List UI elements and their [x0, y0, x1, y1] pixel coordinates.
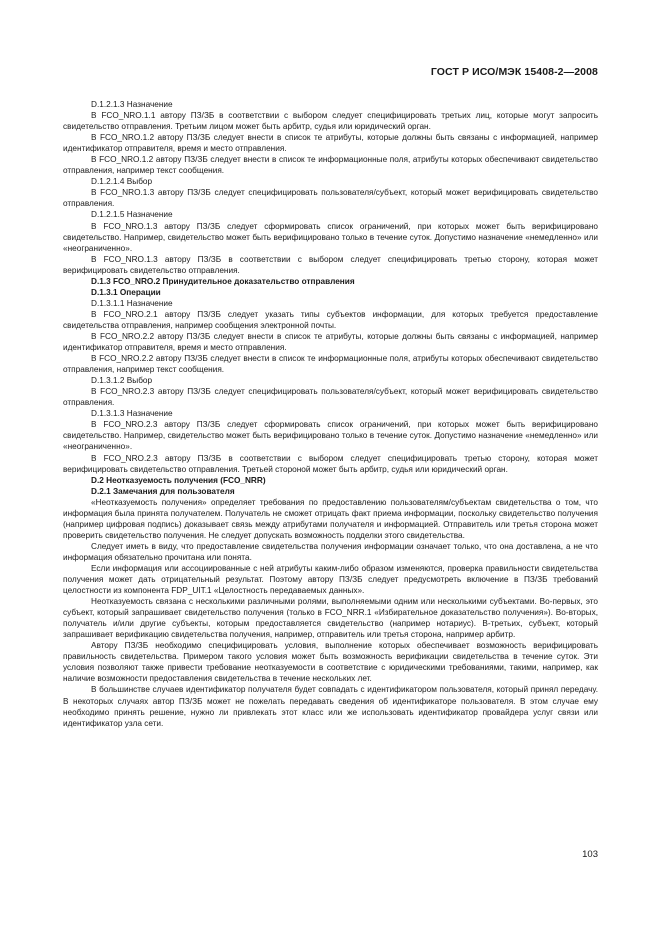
- body-paragraph: В FCO_NRO.1.2 автору ПЗ/ЗБ следует внести в список те информационные поля, атрибуты которых обеспечивают свидетельство отправления, например текст сообщения.: [63, 155, 598, 176]
- body-paragraph: В FCO_NRO.2.3 автору ПЗ/ЗБ следует сформировать список ограничений, при которых может быть верифицировано свидетельство. Например, свидетельство может быть верифицировано только в течение суток. Допустимо назначение «немедленно» или «неограниченно».: [63, 420, 598, 452]
- body-paragraph: В FCO_NRO.1.3 автору ПЗ/ЗБ следует специфицировать пользователя/субъект, который может верифицировать свидетельство отправления.: [63, 188, 598, 209]
- document-body: [63, 99, 598, 729]
- body-paragraph: В FCO_NRO.2.3 автору ПЗ/ЗБ в соответствии с выбором следует специфицировать третью сторону, которая может верифицировать свидетельство отправления. Третьей стороной может быть арбитр, судья или юридический орган.: [63, 453, 598, 474]
- body-paragraph: В большинстве случаев идентификатор получателя будет совпадать с идентификатором пользователя, который принял передачу. В некоторых случаях автор ПЗ/ЗБ может не пожелать передавать сведения об идентификаторе пользователя. В этом случае ему необходимо принять решение, нужно ли привлекать этот класс или же использовать идентификатор провайдера услуг связи или идентификатор узла сети.: [63, 685, 598, 728]
- body-paragraph: D.1.3.1.3 Назначение: [91, 409, 173, 419]
- body-paragraph: D.1.2.1.5 Назначение: [91, 210, 173, 220]
- body-paragraph: В FCO_NRO.1.3 автору ПЗ/ЗБ следует сформировать список ограничений, при которых может быть верифицировано свидетельство. Например, свидетельство может быть верифицировано только в течение суток. Допустимо назначение «немедленно» или «неограниченно».: [63, 221, 598, 253]
- section-heading: D.2 Неотказуемость получения (FCO_NRR): [91, 475, 266, 485]
- body-paragraph: Неотказуемость связана с несколькими различными ролями, выполняемыми одним или несколькими субъектами. Во-первых, это субъект, который запрашивает свидетельство получения (только в FCO_NRR.1 «Избирательное доказательство получения»). Во-вторых, получатель и/или другие субъекты, которым предоставляется свидетельство (например нотариус). В-третьих, субъект, который запрашивает верификацию свидетельства получения, например, отправитель или третья сторона, например арбитр.: [63, 597, 598, 640]
- body-paragraph: «Неотказуемость получения» определяет требования по предоставлению пользователям/субъектам свидетельства о том, что информация была принята получателем. Получатель не сможет отрицать факт приема информации, поскольку свидетельство получения (например цифровая подпись) доказывает связь между атрибутами получателя и информацией. Отправитель или третья сторона может проверить свидетельство получения. Не следует допускать возможность подделки этого свидетельства.: [63, 497, 598, 540]
- body-paragraph: Автору ПЗ/ЗБ необходимо специфицировать условия, выполнение которых обеспечивает возможность верифицировать правильность свидетельства. Примером такого условия может быть возможность верификации свидетельства в течение суток. Эти условия позволяют также привести требование неотказуемости в соответствие с юридическими требованиями, такими, например, как наличие возможности предоставления свидетельства в течение нескольких лет.: [63, 641, 598, 684]
- body-paragraph: D.1.3.1.2 Выбор: [91, 376, 153, 386]
- body-paragraph: В FCO_NRO.1.2 автору ПЗ/ЗБ следует внести в список те атрибуты, которые должны быть связаны с информацией, например идентификатор отправителя, время и место отправления.: [63, 133, 598, 154]
- body-paragraph: В FCO_NRO.2.2 автору ПЗ/ЗБ следует внести в список те атрибуты, которые должны быть связаны с информацией, например идентификатор отправителя, время и место отправления.: [63, 331, 598, 353]
- body-paragraph: D.1.2.1.4 Выбор: [91, 177, 153, 187]
- body-paragraph: В FCO_NRO.1.3 автору ПЗ/ЗБ в соответствии с выбором следует специфицировать третью сторону, которая может верифицировать свидетельство отправления.: [63, 254, 598, 275]
- document-number-header: ГОСТ Р ИСО/МЭК 15408-2—2008: [430, 66, 598, 78]
- body-paragraph: В FCO_NRO.1.1 автору ПЗ/ЗБ в соответствии с выбором следует специфицировать третьих лиц, которые могут запросить свидетельство отправления. Третьим лицом может быть арбитр, судья или юридический орган.: [63, 111, 598, 132]
- body-paragraph: Если информация или ассоциированные с ней атрибуты каким-либо образом изменяются, проверка правильности свидетельства получения может дать отрицательный результат. Поэтому автору ПЗ/ЗБ следует предусмотреть включение в ПЗ/ЗБ требований целостности из компонента FDP_UIT.1 «Целостность передаваемых данных».: [63, 563, 598, 596]
- body-paragraph: В FCO_NRO.2.2 автору ПЗ/ЗБ следует внести в список те информационные поля, атрибуты которых обеспечивают свидетельство отправления, например текст сообщения.: [63, 354, 598, 375]
- section-heading: D.2.1 Замечания для пользователя: [91, 486, 235, 496]
- body-paragraph: В FCO_NRO.2.1 автору ПЗ/ЗБ следует указать типы субъектов информации, для которых требуется предоставление свидетельства отправления, например сообщения электронной почты.: [63, 309, 598, 330]
- body-paragraph: D.1.3.1.1 Назначение: [91, 298, 173, 308]
- section-heading: D.1.3.1 Операции: [91, 287, 161, 297]
- section-heading: D.1.3 FCO_NRO.2 Принудительное доказательство отправления: [91, 276, 355, 286]
- body-paragraph: Следует иметь в виду, что предоставление свидетельства получения информации означает только, что она доставлена, а не что информация обязательно прочитана или понята.: [63, 541, 598, 562]
- body-paragraph: В FCO_NRO.2.3 автору ПЗ/ЗБ следует специфицировать пользователя/субъект, который может верифицировать свидетельство отправления.: [63, 387, 598, 408]
- body-paragraph: D.1.2.1.3 Назначение: [91, 100, 173, 109]
- page-number: 103: [582, 849, 598, 860]
